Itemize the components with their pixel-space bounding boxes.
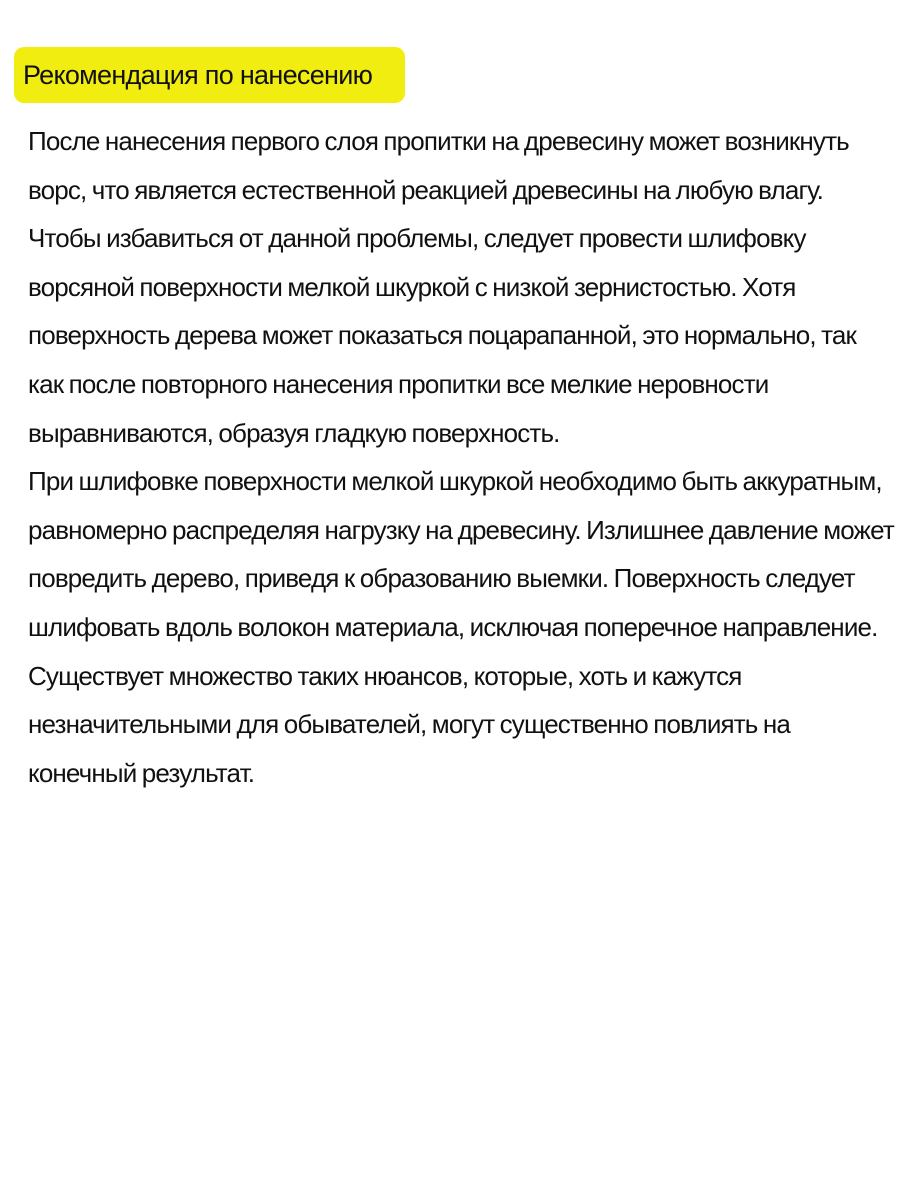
body-text [28, 117, 898, 797]
text-line: поверхность дерева может показаться поцарапанной, это нормально, так [28, 320, 857, 351]
text-line: конечный результат. [28, 757, 255, 788]
text-line: ворс, что является естественной реакцией древесины на любую влагу. [28, 174, 823, 205]
text-line: незначительными для обывателей, могут существенно повлиять на [28, 709, 790, 740]
text-line: При шлифовке поверхности мелкой шкуркой необходимо быть аккуратным, [28, 466, 882, 497]
text-line: Чтобы избавиться от данной проблемы, следует провести шлифовку [28, 223, 806, 254]
text-line: ворсяной поверхности мелкой шкуркой с низкой зернистостью. Хотя [28, 271, 796, 302]
text-line: После нанесения первого слоя пропитки на древесину может возникнуть [28, 126, 849, 156]
text-line: Существует множество таких нюансов, которые, хоть и кажутся [28, 660, 742, 691]
section-heading: Рекомендация по нанесению [23, 59, 373, 90]
text-line: шлифовать вдоль волокон материала, исключая поперечное направление. [28, 611, 878, 642]
heading-badge [14, 47, 405, 103]
text-line: как после повторного нанесения пропитки все мелкие неровности [28, 368, 769, 399]
text-line: повредить дерево, приведя к образованию выемки. Поверхность следует [28, 563, 855, 594]
text-line: выравниваются, образуя гладкую поверхность. [28, 417, 560, 448]
text-line: равномерно распределяя нагрузку на древесину. Излишнее давление может [28, 514, 894, 545]
